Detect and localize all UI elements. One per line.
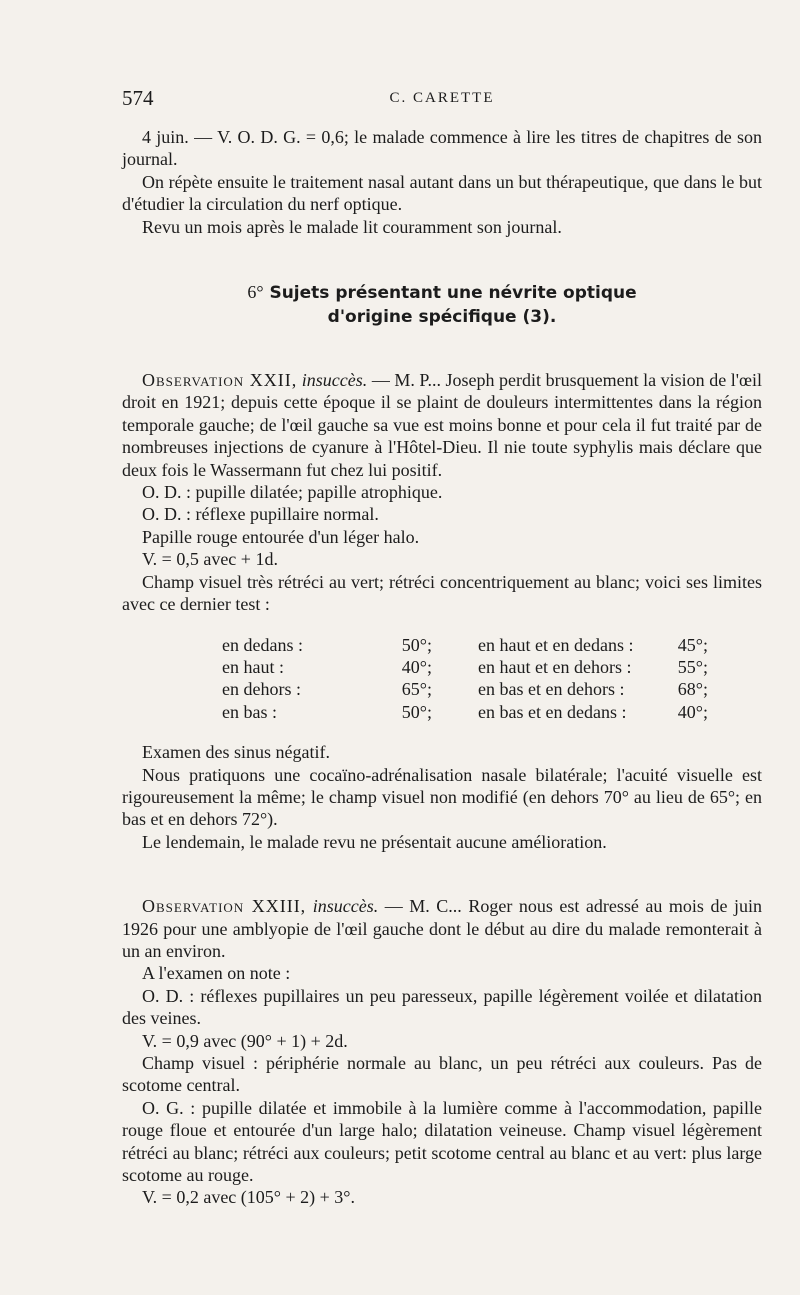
spacer — [122, 853, 762, 895]
visual-field-limits-table — [222, 634, 708, 724]
paragraph: On répète ensuite le traitement nasal autant dans un but thérapeutique, que dans le but d'étudier la circulation du nerf optique. — [122, 171, 762, 215]
paragraph: O. D. : réflexes pupillaires un peu paresseux, papille légèrement voilée et dilatation des veines. — [122, 985, 762, 1029]
paragraph: O. G. : pupille dilatée et immobile à la lumière comme à l'accommodation, papille rouge floue et entourée d'un large halo; dilatation veineuse. Champ visuel légèrement rétréci au blanc; rétréci aux couleurs; petit scotome central au blanc et au vert: plus large scotome au rouge. — [122, 1097, 762, 1186]
section-title — [122, 280, 762, 329]
table-row — [222, 634, 708, 656]
paragraph: V. = 0,9 avec (90° + 1) + 2d. — [142, 1030, 348, 1051]
observation-status: insuccès. — [312, 896, 379, 917]
paragraph: O. D. : réflexe pupillaire normal. — [142, 504, 379, 525]
observation-status: insuccès. — [301, 370, 368, 391]
limit-value: 55°; — [677, 656, 708, 677]
table-row — [222, 656, 708, 678]
limit-label: en dedans : — [222, 634, 303, 655]
limit-label: en dehors : — [222, 679, 301, 700]
observation-22-intro — [122, 369, 762, 481]
limit-value: 40°; — [401, 656, 432, 677]
limit-value: 65°; — [401, 679, 432, 700]
paragraph: 4 juin. — V. O. D. G. = 0,6; le malade commence à lire les titres de chapitres de son journal. — [122, 127, 762, 170]
section-number: 6° — [247, 282, 264, 303]
limit-value: 68°; — [677, 679, 708, 700]
paragraph: Revu un mois après le malade lit couramment son journal. — [142, 216, 562, 237]
page-number: 574 — [122, 86, 154, 110]
observation-23-intro — [122, 895, 762, 962]
limit-label: en bas et en dedans : — [478, 701, 627, 722]
paragraph: O. D. : pupille dilatée; papille atrophique. — [142, 482, 443, 503]
paragraph: Le lendemain, le malade revu ne présentait aucune amélioration. — [142, 831, 607, 852]
page-header — [122, 86, 762, 112]
limit-label: en haut : — [222, 656, 284, 677]
limit-label: en haut et en dehors : — [478, 656, 632, 677]
running-head: C. CARETTE — [389, 90, 495, 106]
observation-intro: — M. P... Joseph perdit brusquement la vision de l'œil droit en 1921; depuis cette époque il se plaint de douleurs intermittentes dans la région temporale gauche; de l'œil gauche sa vue est moins bonne et pour cela il fut traité par de nombreuses injections de cyanure à l'Hôtel-Dieu. Il nie toute syphylis mais déclare que deux fois le Wassermann fut chez lui positif. — [122, 370, 763, 480]
paragraph: Papille rouge entourée d'un léger halo. — [142, 526, 420, 547]
section-title-line-1: Sujets présentant une névrite optique — [269, 283, 637, 304]
limit-label: en bas et en dehors : — [478, 679, 625, 700]
limit-value: 50°; — [401, 634, 432, 655]
paragraph: Examen des sinus négatif. — [142, 742, 330, 763]
paragraph: Champ visuel très rétréci au vert; rétréci concentriquement au blanc; voici ses limites avec ce dernier test : — [122, 571, 762, 615]
limit-value: 45°; — [677, 634, 708, 655]
paragraph: Nous pratiquons une cocaïno-adrénalisation nasale bilatérale; l'acuité visuelle est rigoureusement la même; le champ visuel non modifié (en dehors 70° au lieu de 65°; en bas et en dehors 72°). — [122, 764, 762, 830]
table-row — [222, 678, 708, 700]
paragraph: V. = 0,2 avec (105° + 2) + 3°. — [142, 1187, 355, 1208]
body-text — [122, 126, 762, 1209]
observation-intro: — M. C... Roger nous est adressé au mois de juin 1926 pour une amblyopie de l'œil gauche dont le début au dire du malade remonterait à un an environ. — [122, 896, 762, 961]
paragraph: Champ visuel : périphérie normale au blanc, un peu rétréci aux couleurs. Pas de scotome central. — [122, 1053, 762, 1096]
paragraph: V. = 0,5 avec + 1d. — [142, 549, 278, 570]
paragraph: A l'examen on note : — [142, 963, 291, 984]
limit-value: 50°; — [401, 701, 432, 722]
observation-label: Observation XXIII, — [142, 896, 307, 917]
limit-label: en bas : — [222, 701, 277, 722]
limit-value: 40°; — [677, 701, 708, 722]
section-title-line-2: d'origine spécifique (3). — [327, 307, 557, 328]
limit-label: en haut et en dedans : — [478, 634, 634, 655]
observation-label: Observation XXII, — [142, 370, 298, 391]
table-row — [222, 701, 708, 723]
